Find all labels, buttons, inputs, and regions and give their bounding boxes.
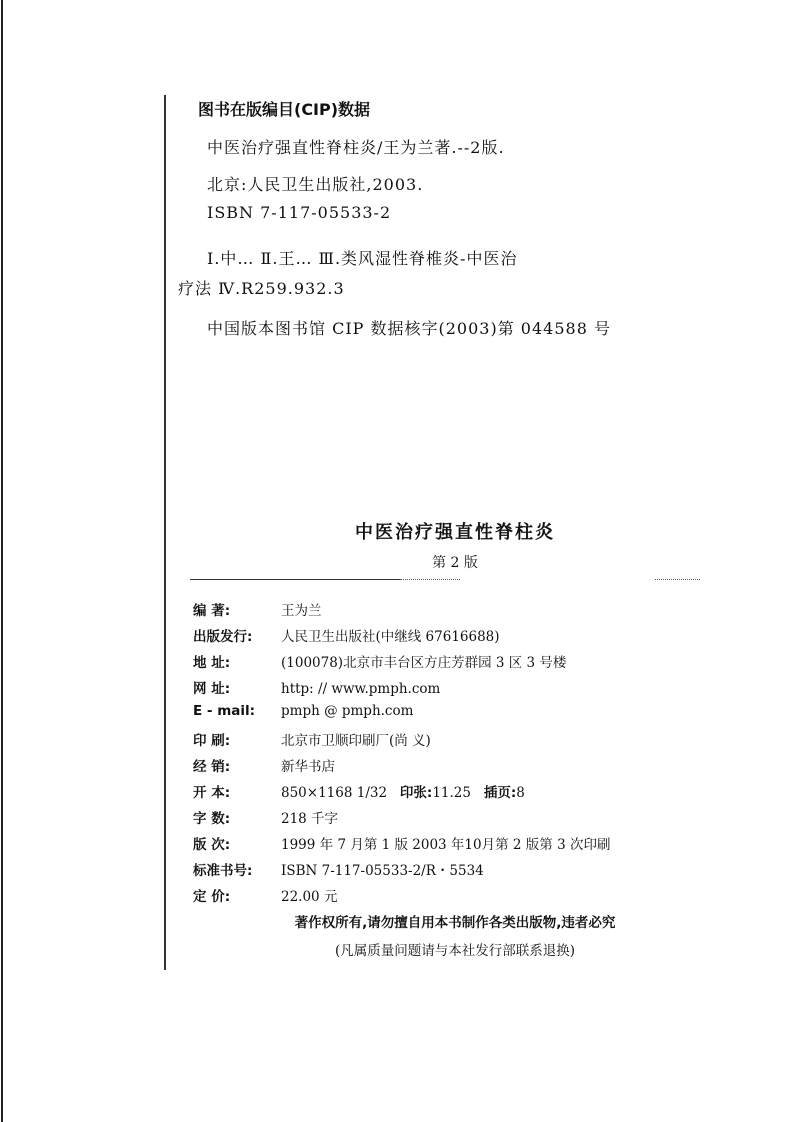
cip-line: Ⅰ.中… Ⅱ.王… Ⅲ.类风湿性脊椎炎-中医治	[207, 249, 518, 268]
divider-rule-dashed	[655, 579, 700, 580]
edition-label: 第 2 版	[432, 555, 478, 571]
divider-rule-dashed	[400, 579, 460, 580]
return-notice: (凡属质量问题请与本社发行部联系退换)	[334, 943, 576, 959]
colophon-row-word-count: 字 数: 218 千字	[193, 811, 339, 827]
colophon-row-publisher: 出版发行: 人民卫生出版社(中继线 67616688)	[193, 629, 500, 645]
cip-line: 中国版本图书馆 CIP 数据核字(2003)第 044588 号	[207, 319, 611, 338]
cip-line: ISBN 7-117-05533-2	[207, 203, 392, 222]
colophon-row-email: E - mail: pmph @ pmph.com	[193, 703, 414, 719]
book-title: 中医治疗强直性脊柱炎	[355, 522, 555, 543]
cip-line: 中医治疗强直性脊柱炎/王为兰著.--2版.	[207, 138, 505, 157]
colophon-row-author: 编 著: 王为兰	[193, 603, 322, 619]
divider-rule	[190, 579, 400, 580]
colophon-row-website: 网 址: http: // www.pmph.com	[193, 681, 441, 697]
colophon-row-printer: 印 刷: 北京市卫顺印刷厂(尚 义)	[193, 733, 431, 749]
cip-line: 北京:人民卫生出版社,2003.	[207, 175, 424, 194]
colophon-row-address: 地 址: (100078)北京市丰台区方庄芳群园 3 区 3 号楼	[193, 655, 567, 671]
cip-line: 疗法 Ⅳ.R259.932.3	[178, 279, 345, 298]
colophon-row-distributor: 经 销: 新华书店	[193, 759, 335, 775]
colophon-row-price: 定 价: 22.00 元	[193, 889, 338, 905]
copyright-notice: 著作权所有,请勿擅自用本书制作各类出版物,违者必究	[294, 915, 616, 931]
colophon-row-isbn: 标准书号: ISBN 7-117-05533-2/R・5534	[193, 863, 484, 879]
colophon-row-edition-history: 版 次: 1999 年 7 月第 1 版 2003 年10月第 2 版第 3 次印刷	[193, 837, 611, 853]
cip-heading: 图书在版编目(CIP)数据	[198, 100, 371, 119]
colophon-row-format: 开 本: 850×1168 1/32 印张:11.25 插页:8	[193, 785, 525, 801]
